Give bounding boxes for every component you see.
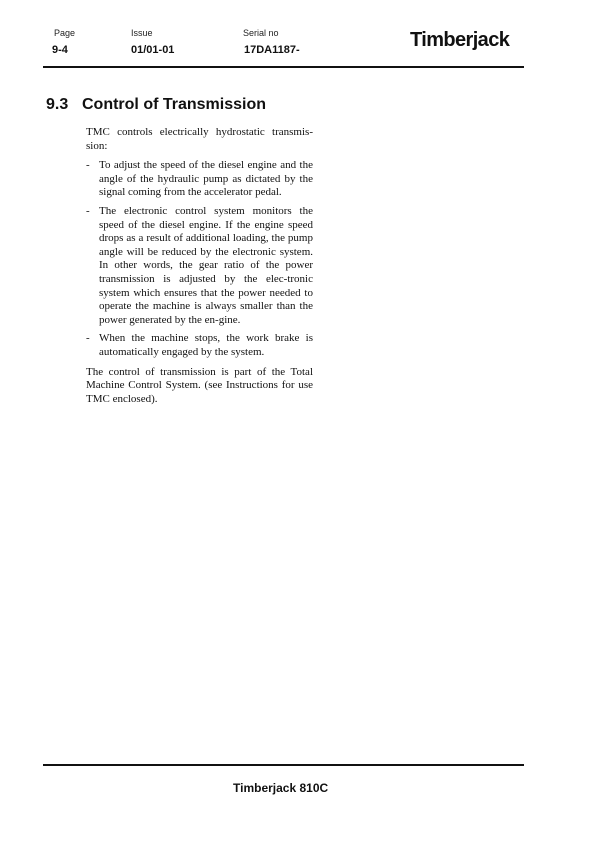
bullet-list — [86, 159, 313, 359]
list-item — [86, 205, 313, 327]
section-number: 9.3 — [46, 96, 69, 113]
timberjack-logo: Timberjack — [410, 29, 510, 51]
serial-label: Serial no — [243, 28, 279, 38]
closing-paragraph: The control of transmission is part of the Total Machine Control System. (see Instructions for use TMC enclosed). — [86, 365, 313, 405]
serial-number: 17DA1187- — [244, 44, 300, 56]
list-item-text: To adjust the speed of the diesel engine and the angle of the hydraulic pump as dictated by the signal coming from the accelerator pedal. — [99, 159, 313, 199]
header-divider — [43, 66, 524, 68]
intro-paragraph: TMC controls electrically hydrostatic transmis-sion: — [86, 126, 313, 152]
list-item — [86, 159, 313, 200]
footer-divider — [43, 764, 524, 766]
section-body — [86, 126, 313, 412]
list-item-text: When the machine stops, the work brake is automatically engaged by the system. — [99, 332, 313, 358]
page-number: 9-4 — [52, 44, 68, 56]
section-title: Control of Transmission — [82, 96, 267, 113]
bullet-marker: - — [86, 159, 90, 172]
section-heading — [46, 96, 266, 114]
bullet-marker: - — [86, 204, 90, 217]
list-item-text: The electronic control system monitors the speed of the diesel engine. If the engine speed drops as a result of additional loading, the pump angle will be reduced by the electronic system. In other words, the gear ratio of the power transmission is adjusted by the elec-tronic system which ensures that the power needed to operate the machine is always smaller than the power generated by the en-gine. — [99, 204, 313, 326]
footer-title: Timberjack 810C — [233, 781, 329, 795]
list-item — [86, 332, 313, 359]
issue-date: 01/01-01 — [131, 44, 175, 56]
page-label: Page — [54, 28, 76, 38]
bullet-marker: - — [86, 332, 90, 345]
issue-label: Issue — [131, 28, 153, 38]
